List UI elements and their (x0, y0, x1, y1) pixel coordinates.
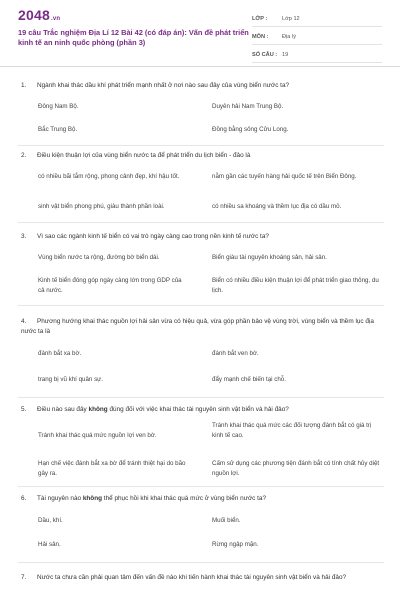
option-b[interactable]: Duyên hải Nam Trung Bộ. (212, 103, 284, 110)
option-d[interactable]: Rừng ngập mặn. (212, 541, 259, 548)
option-a[interactable]: đánh bắt xa bờ. (38, 350, 82, 357)
question-divider (18, 145, 384, 146)
question-body: Vì sao các ngành kinh tế biển có vai trò ngày càng cao trong nền kinh tế nước ta? (37, 233, 269, 240)
question-body-post: đúng đối với việc khai thác tài nguyên sinh vật biển và hải đảo? (107, 406, 289, 413)
question-number: 1. (21, 82, 27, 89)
meta-info (252, 12, 382, 66)
question-text (21, 151, 381, 161)
option-a[interactable]: có nhiều bãi tắm rộng, phong cảnh đẹp, khí hậu tốt. (38, 173, 180, 180)
question-divider (18, 562, 384, 563)
meta-value: 19 (282, 52, 289, 58)
question-body-emphasis: không (82, 495, 103, 502)
option-d[interactable]: Đồng bằng sông Cửu Long. (212, 126, 289, 133)
logo-main: 2048 (18, 7, 50, 23)
logo-suffix: .vn (50, 16, 61, 22)
question-number: 5. (21, 406, 27, 413)
option-d[interactable]: đẩy mạnh chế biến tại chỗ. (212, 376, 286, 383)
question-number: 4. (21, 318, 27, 325)
question-text (21, 573, 381, 583)
option-b[interactable]: Biển giàu tài nguyên khoáng sản, hải sản. (212, 254, 327, 261)
question-body-post: thể phục hồi khi khai thác quá mức ở vùng biển nước ta? (102, 495, 267, 502)
option-a[interactable]: Dầu, khí. (38, 517, 63, 524)
meta-row-count (252, 48, 382, 63)
option-a[interactable]: Vùng biển nước ta rộng, đường bờ biển dài. (38, 254, 160, 261)
question-body-emphasis: không (88, 406, 108, 413)
page-title: 19 câu Trắc nghiệm Địa Lí 12 Bài 42 (có đáp án): Vấn đề phát triển kinh tế an ninh quốc phòng (phần 3) (18, 28, 249, 47)
site-logo[interactable] (18, 7, 60, 23)
question-text (21, 317, 381, 337)
meta-value: Lớp 12 (282, 16, 300, 22)
meta-label: SỐ CÂU : (252, 52, 278, 58)
option-b[interactable]: Tránh khai thác quá mức các đối tượng đánh bắt có giá trị kinh tế cao. (212, 422, 372, 439)
meta-value: Địa lý (282, 34, 296, 40)
question-body: Nước ta chưa cần phải quan tâm đến vấn đề nào khi tiến hành khai thác tài nguyên sinh vật biển và hải đảo? (37, 574, 347, 581)
question-number: 7. (21, 574, 27, 581)
question-number: 2. (21, 152, 27, 159)
question-number: 6. (21, 495, 27, 502)
question-text (21, 232, 381, 242)
question-text (21, 81, 381, 91)
question-divider (18, 222, 384, 223)
option-c[interactable]: sinh vật biển phong phú, giàu thành phần loài. (38, 203, 165, 210)
option-b[interactable]: đánh bắt ven bờ. (212, 350, 259, 357)
meta-row-class (252, 12, 382, 27)
option-d[interactable]: Cấm sử dụng các phương tiện đánh bắt có tính chất hủy diệt nguồn lợi. (212, 460, 380, 477)
question-text (21, 405, 381, 415)
question-text (21, 494, 381, 504)
option-d[interactable]: Biển có nhiều điều kiện thuận lợi để phát triển giao thông, du lịch. (212, 277, 379, 294)
option-a[interactable]: Đông Nam Bộ. (38, 103, 79, 110)
option-d[interactable]: có nhiều sa khoáng và thềm lục địa có dầu mỏ. (212, 203, 342, 210)
option-b[interactable]: nằm gần các tuyến hàng hải quốc tế trên Biển Đông. (212, 173, 357, 180)
page-header (0, 0, 400, 67)
question-body: Phương hướng khai thác nguồn lợi hải sản vừa có hiệu quả, vừa góp phần bảo vệ vùng trời, vùng biển và thềm lục địa nước ta là (21, 318, 374, 335)
question-body: Ngành khai thác dầu khí phát triển mạnh nhất ở nơi nào sau đây của vùng biển nước ta? (37, 82, 290, 89)
meta-label: LỚP : (252, 16, 268, 22)
option-c[interactable]: Hạn chế việc đánh bắt xa bờ để tránh thiệt hại do bão gây ra. (38, 460, 186, 477)
option-a[interactable]: Tránh khai thác quá mức nguồn lợi ven bờ. (38, 432, 157, 439)
meta-row-subject (252, 30, 382, 45)
question-body: Điều kiện thuận lợi của vùng biển nước ta để phát triển du lịch biển - đảo là (37, 152, 251, 159)
option-c[interactable]: Hải sản. (38, 541, 61, 548)
option-b[interactable]: Muối biển. (212, 517, 241, 524)
option-c[interactable]: Bắc Trung Bộ. (38, 126, 78, 133)
question-number: 3. (21, 233, 27, 240)
question-body-pre: Điều nào sau đây (37, 406, 89, 413)
question-body-pre: Tài nguyên nào (37, 495, 83, 502)
question-divider (18, 305, 384, 306)
option-c[interactable]: trang bị vũ khí quân sự. (38, 376, 104, 383)
question-divider (18, 486, 384, 487)
meta-label: MÔN : (252, 34, 269, 40)
question-divider (18, 397, 384, 398)
option-c[interactable]: Kinh tế biển đóng góp ngày càng lớn trong GDP của cả nước. (38, 277, 182, 294)
